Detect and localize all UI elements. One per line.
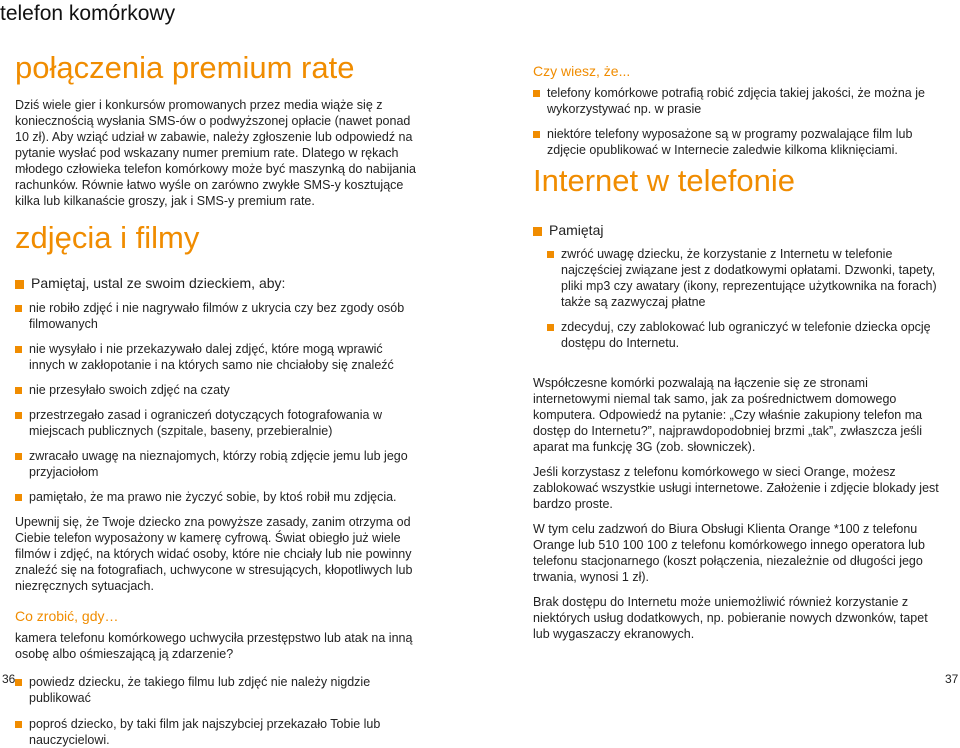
bullet-square-icon — [533, 131, 540, 138]
hotline-paragraph: W tym celu zadzwoń do Biura Obsługi Klienta Orange *100 z telefonu Orange lub 510 100 100 z telefonu komórkowego innego operatora lub telefonu stacjonarnego (koszt połączenia, niezależnie od długości jego trwania, wynosi 1 zł). — [533, 522, 925, 584]
list-item — [547, 246, 943, 310]
bullet-square-icon — [15, 387, 22, 394]
list-item-text: telefony komórkowe potrafią robić zdjęcia takiej jakości, że można je wykorzystywać np. w prasie — [547, 86, 925, 116]
bullet-square-icon — [15, 346, 22, 353]
list-item-text: powiedz dziecku, że takiego filmu lub zdjęć nie należy nigdzie publikować — [29, 675, 371, 705]
rules-paragraph: Upewnij się, że Twoje dziecko zna powyższe zasady, zanim otrzyma od Ciebie telefon wyposażony w kamerę cyfrową. Świat obiegło już wiele filmów i zdjęć, na których widać osoby, które nie chciały lub nie powinny znaleźć się na fotografiach, uchwycone w stresujących, kłopotliwych lub niezręcznych sytuacjach. — [15, 515, 413, 593]
list-item-text: zwracało uwagę na nieznajomych, którzy robią zdjęcie jemu lub jego przyjaciołom — [29, 449, 408, 479]
bullet-square-icon — [533, 90, 540, 97]
list-item-text: pamiętało, że ma prawo nie życzyć sobie, by ktoś robił mu zdjęcia. — [29, 490, 397, 504]
list-item — [547, 319, 943, 351]
list-item — [15, 489, 420, 505]
bullet-square-icon — [15, 494, 22, 501]
remember-lead — [15, 275, 420, 291]
list-item-text: nie wysyłało i nie przekazywało dalej zdjęć, które mogą wprawić innych w zakłopotanie i na których samo nie chciałoby się znaleźć — [29, 342, 394, 372]
list-item-text: przestrzegało zasad i ograniczeń dotyczących fotografowania w miejscach publicznych (szpitale, baseny, przebieralnie) — [29, 408, 382, 438]
bullet-square-icon — [547, 251, 554, 258]
page-number-right: 37 — [945, 672, 959, 686]
bullet-square-icon — [15, 412, 22, 419]
intro-paragraph: Dziś wiele gier i konkursów promowanych przez media wiąże się z koniecznością wysłania SMS-ów o podwyższonej opłacie (nawet ponad 10 zł). Aby wziąć udział w zabawie, należy zgłoszenie lub odpowiedź na pytanie wysłać pod wskazany numer premium rate. Dlatego w rękach młodego człowieka telefon komórkowy może być maszynką do nabijania rachunków. Równie łatwo wyśle on zarówno zwykłe SMS-y kosztujące kilka lub kilkanaście groszy, jak i SMS-y premium rate. — [15, 98, 416, 208]
list-item — [533, 85, 943, 117]
bullet-square-icon — [15, 453, 22, 460]
list-item-text: niektóre telefony wyposażone są w programy pozwalające film lub zdjęcie opublikować w Internecie zaledwie kilkoma kliknięciami. — [547, 127, 913, 157]
bullet-square-icon — [15, 305, 22, 312]
bullet-square-icon — [533, 227, 542, 236]
list-item-text: nie robiło zdjęć i nie nagrywało filmów z ukrycia czy bez zgody osób filmowanych — [29, 301, 405, 331]
list-item — [15, 716, 420, 748]
right-column — [533, 63, 943, 158]
did-you-know-heading: Czy wiesz, że... — [533, 63, 631, 79]
list-item — [15, 300, 420, 332]
list-item — [15, 674, 420, 706]
blocking-paragraph: Jeśli korzystasz z telefonu komórkowego w sieci Orange, możesz zablokować wszystkie usługi internetowe. Założenie i zdjęcie blokady jest bardzo proste. — [533, 465, 939, 511]
left-column-lower — [15, 275, 420, 748]
remember-lead — [533, 222, 943, 238]
heading-internet: Internet w telefonie — [533, 163, 795, 198]
bullet-square-icon — [15, 679, 22, 686]
heading-premium-rate: połączenia premium rate — [15, 50, 355, 85]
section-title: telefon komórkowy — [0, 2, 176, 25]
no-access-paragraph: Brak dostępu do Internetu może uniemożliwić również korzystanie z niektórych usług dodatkowych, np. pobieranie nowych dzwonków, tapet lub wygaszaczy ekranowych. — [533, 595, 928, 641]
right-column-lower — [533, 222, 943, 642]
what-to-do-heading: Co zrobić, gdy… — [15, 608, 119, 624]
remember-text: Pamiętaj, ustal ze swoim dzieckiem, aby: — [31, 275, 286, 291]
what-to-do-paragraph: kamera telefonu komórkowego uchwyciła przestępstwo lub atak na inną osobę albo ośmieszającą ją zdarzenie? — [15, 631, 413, 661]
bullet-square-icon — [15, 721, 22, 728]
list-item-text: poproś dziecko, by taki film jak najszybciej przekazało Tobie lub nauczycielowi. — [29, 717, 381, 747]
remember-text: Pamiętaj — [549, 222, 604, 238]
list-item — [15, 407, 420, 439]
list-item-text: zdecyduj, czy zablokować lub ograniczyć w telefonie dziecka opcję dostępu do Internetu. — [561, 320, 931, 350]
page-number-left: 36 — [2, 672, 16, 686]
internet-paragraph: Współczesne komórki pozwalają na łączenie się ze stronami internetowymi niemal tak samo, jak za pośrednictwem domowego komputera. Odpowiedź na pytanie: „Czy właśnie zakupiony telefon ma dostęp do Internetu?”, najprawdopodobniej brzmi „tak”, zwłaszcza jeśli aparat ma funkcję 3G (zob. słowniczek). — [533, 376, 923, 454]
list-item-text: zwróć uwagę dziecku, że korzystanie z Internetu w telefonie najczęściej związane jest z dodatkowymi opłatami. Dzwonki, tapety, pliki mp3 czy awatary (ikony, reprezentujące użytkownika na forach) także są zazwyczaj płatne — [561, 247, 937, 309]
list-item — [15, 448, 420, 480]
list-item — [15, 341, 420, 373]
left-column — [15, 97, 420, 209]
list-item-text: nie przesyłało swoich zdjęć na czaty — [29, 383, 230, 397]
bullet-square-icon — [547, 324, 554, 331]
list-item — [533, 126, 943, 158]
bullet-square-icon — [15, 280, 24, 289]
heading-photos-films: zdjęcia i filmy — [15, 220, 200, 255]
list-item — [15, 382, 420, 398]
